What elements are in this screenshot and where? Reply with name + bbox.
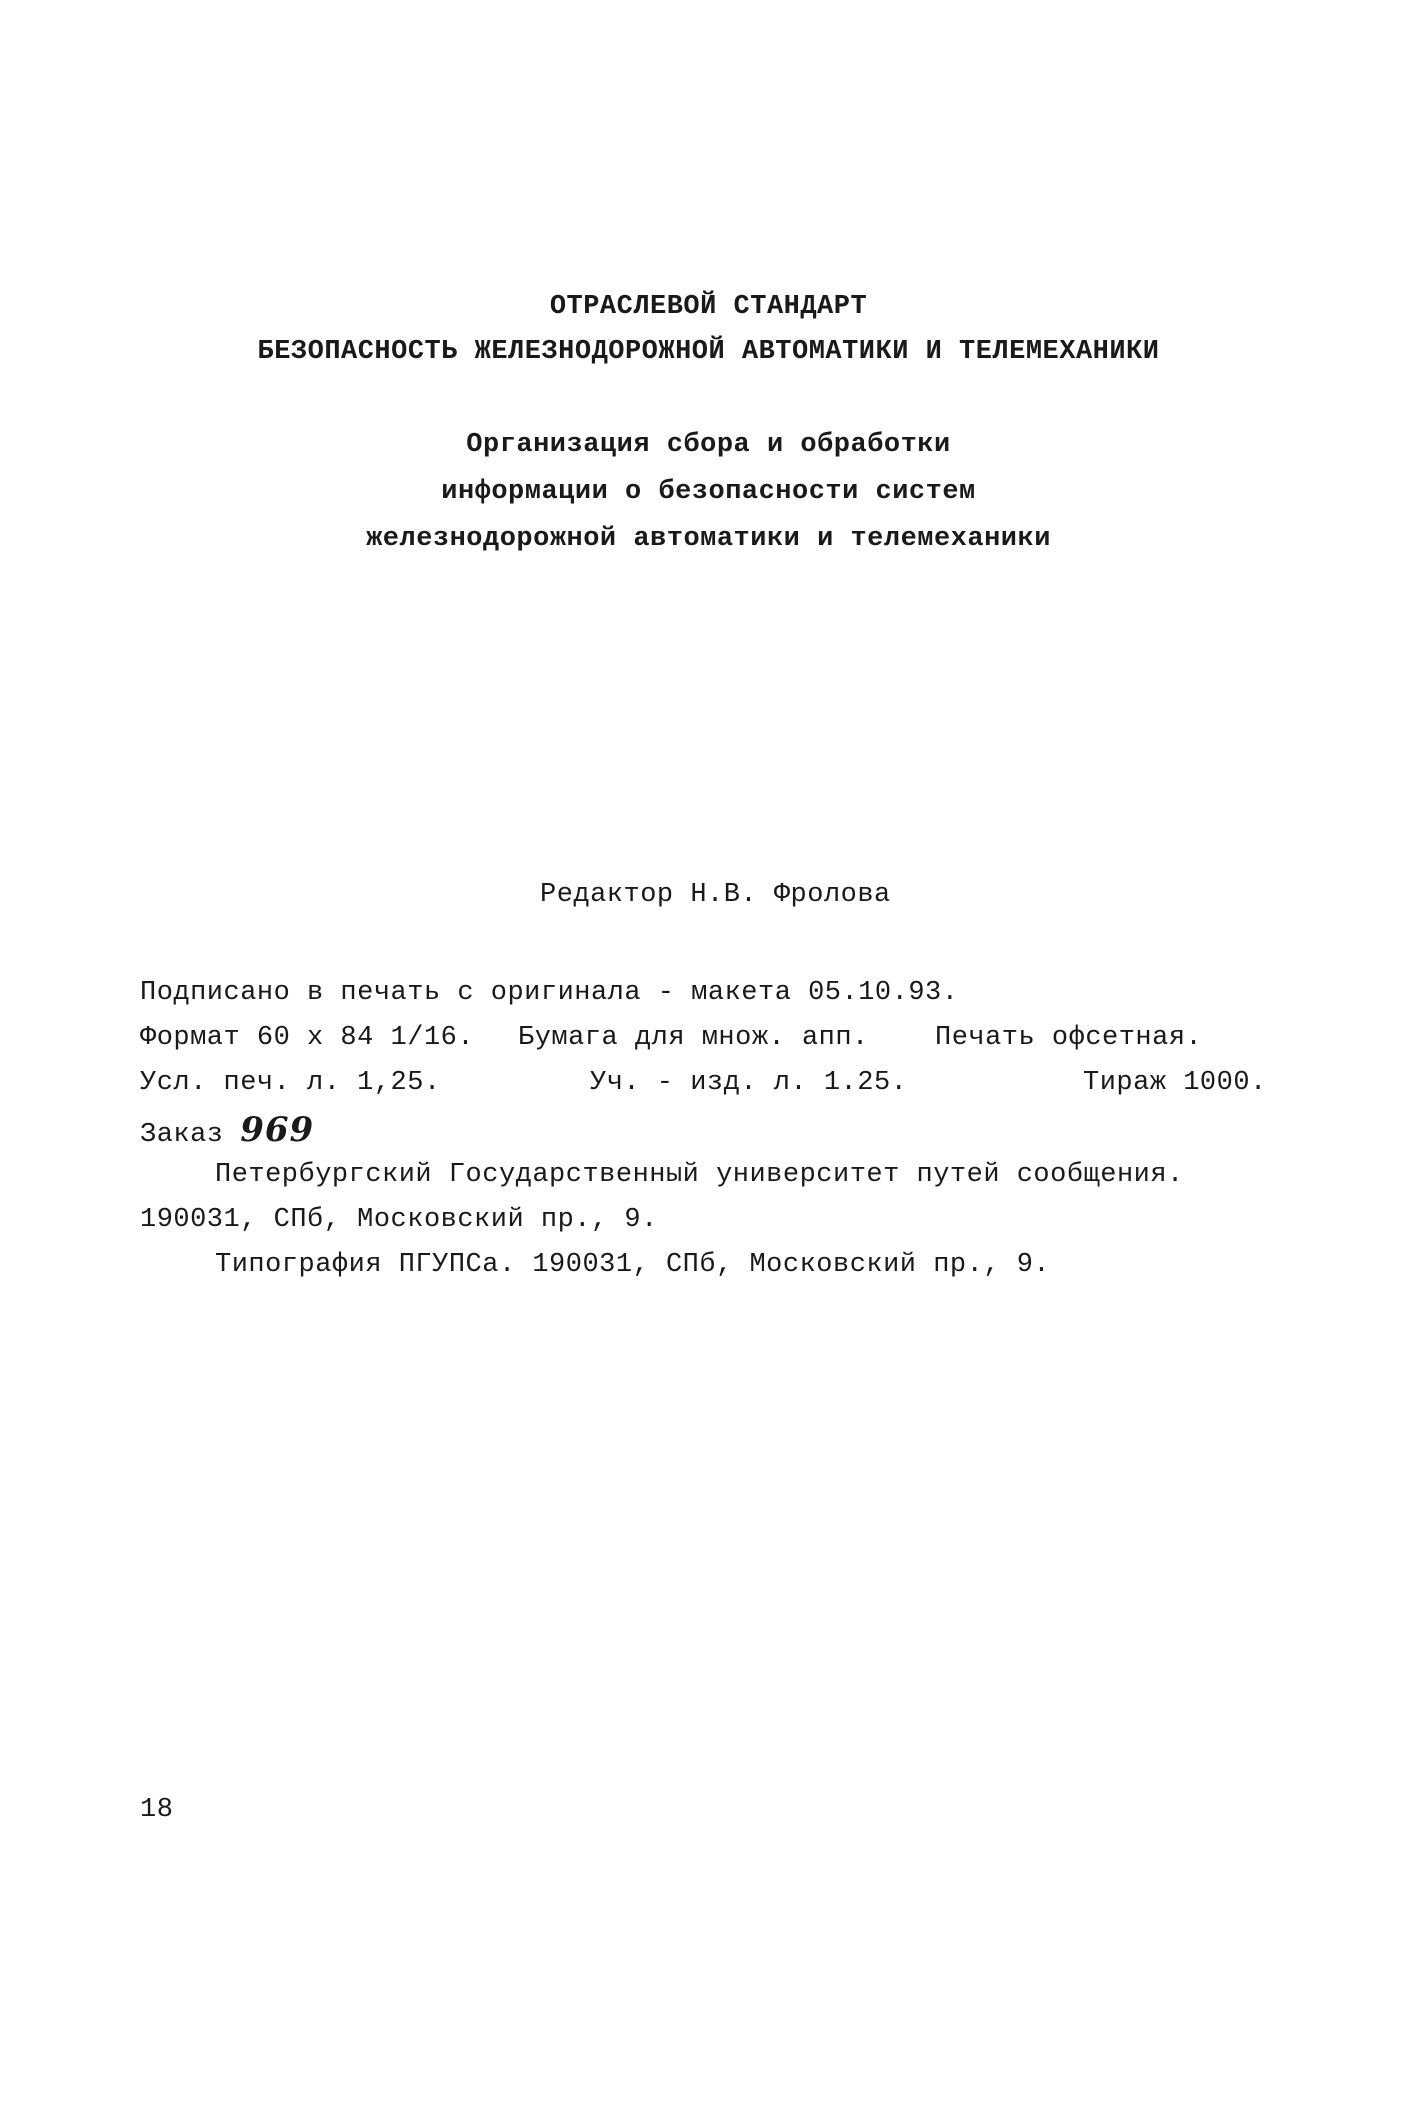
format-text: Формат 60 х 84 1/16. xyxy=(140,1023,475,1053)
editor-line: Редактор Н.В. Фролова xyxy=(540,880,891,910)
publisher-line-1: Петербургский Государственный университет путей сообщения. xyxy=(215,1160,1184,1190)
uch-izd-text: Уч. - изд. л. 1.25. xyxy=(590,1068,908,1098)
subtitle-line-1: Организация сбора и обработки xyxy=(466,430,951,460)
tirazh-text: Тираж 1000. xyxy=(1083,1068,1267,1098)
paper-text: Бумага для множ. апп. xyxy=(518,1023,869,1053)
signed-line: Подписано в печать с оригинала - макета 05.10.93. xyxy=(140,978,959,1008)
subtitle-line-2: информации о безопасности систем xyxy=(441,477,976,507)
usl-pech-text: Усл. печ. л. 1,25. xyxy=(140,1068,441,1098)
printer-line: Типография ПГУПСа. 190031, СПб, Московский пр., 9. xyxy=(215,1250,1051,1280)
order-label: Заказ xyxy=(140,1120,224,1150)
standard-heading: ОТРАСЛЕВОЙ СТАНДАРТ xyxy=(549,292,868,322)
order-line xyxy=(140,1110,314,1150)
subtitle-line-3: железнодорожной автоматики и телемеханики xyxy=(366,524,1051,554)
order-number-handwritten: 969 xyxy=(240,1110,315,1150)
standard-title: БЕЗОПАСНОСТЬ ЖЕЛЕЗНОДОРОЖНОЙ АВТОМАТИКИ И ТЕЛЕМЕХАНИКИ xyxy=(257,337,1160,367)
page-number: 18 xyxy=(140,1795,174,1825)
print-type-text: Печать офсетная. xyxy=(935,1023,1203,1053)
publisher-line-2: 190031, СПб, Московский пр., 9. xyxy=(140,1205,658,1235)
